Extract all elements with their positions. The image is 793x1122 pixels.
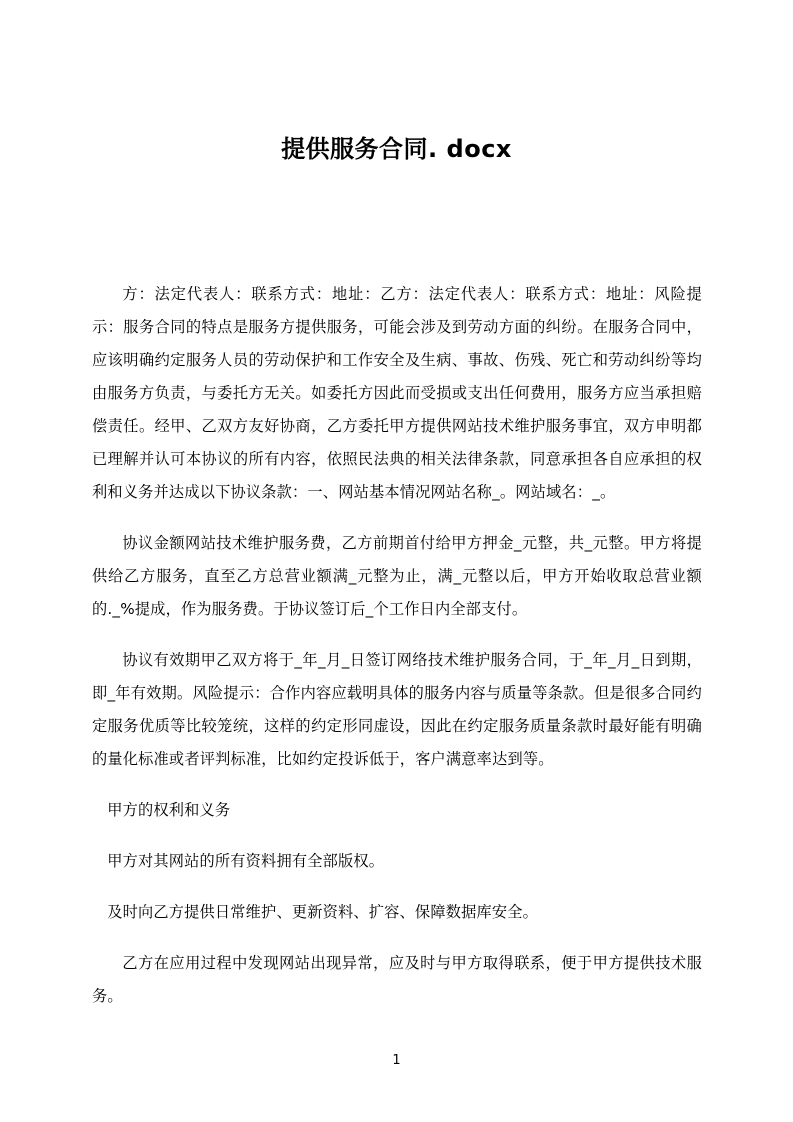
paragraph: 协议有效期甲乙双方将于_年_月_日签订网络技术维护服务合同，于_年_月_日到期，即_年有效期。风险提示：合作内容应载明具体的服务内容与质量等条款。但是很多合同约定服务优质等比较笼统，这样的约定形同虚设，因此在约定服务质量条款时最好能有明确的量化标准或者评判标准，比如约定投诉低于，客户满意率达到等。 <box>92 651 702 768</box>
paragraph: 甲方对其网站的所有资料拥有全部版权。 <box>107 852 385 870</box>
document-body <box>92 278 702 1031</box>
paragraph: 方：法定代表人：联系方式：地址：乙方：法定代表人：联系方式：地址：风险提示：服务合同的特点是服务方提供服务，可能会涉及到劳动方面的纠纷。在服务合同中，应该明确约定服务人员的劳动保护和工作安全及生病、事故、伤残、死亡和劳动纠纷等均由服务方负责，与委托方无关。如委托方因此而受损或支出任何费用，服务方应当承担赔偿责任。经甲、乙双方友好协商，乙方委托甲方提供网站技术维护服务事宜，双方申明都已理解并认可本协议的所有内容，依照民法典的相关法律条款，同意承担各自应承担的权利和义务并达成以下协议条款：一、网站基本情况网站名称_。网站域名：_。 <box>92 285 702 501</box>
paragraph: 及时向乙方提供日常维护、更新资料、扩容、保障数据库安全。 <box>107 903 539 921</box>
paragraph: 协议金额网站技术维护服务费，乙方前期首付给甲方押金_元整，共_元整。甲方将提供给乙方服务，直至乙方总营业额满_元整为止，满_元整以后，甲方开始收取总营业额的._%提成，作为服务费。于协议签订后_个工作日内全部支付。 <box>92 534 702 618</box>
paragraph: 乙方在应用过程中发现网站出现异常，应及时与甲方取得联系，便于甲方提供技术服务。 <box>92 954 702 1005</box>
page-number: 1 <box>392 1053 401 1068</box>
paragraph: 甲方的权利和义务 <box>107 801 231 819</box>
page-title: 提供服务合同. docx <box>281 135 512 163</box>
